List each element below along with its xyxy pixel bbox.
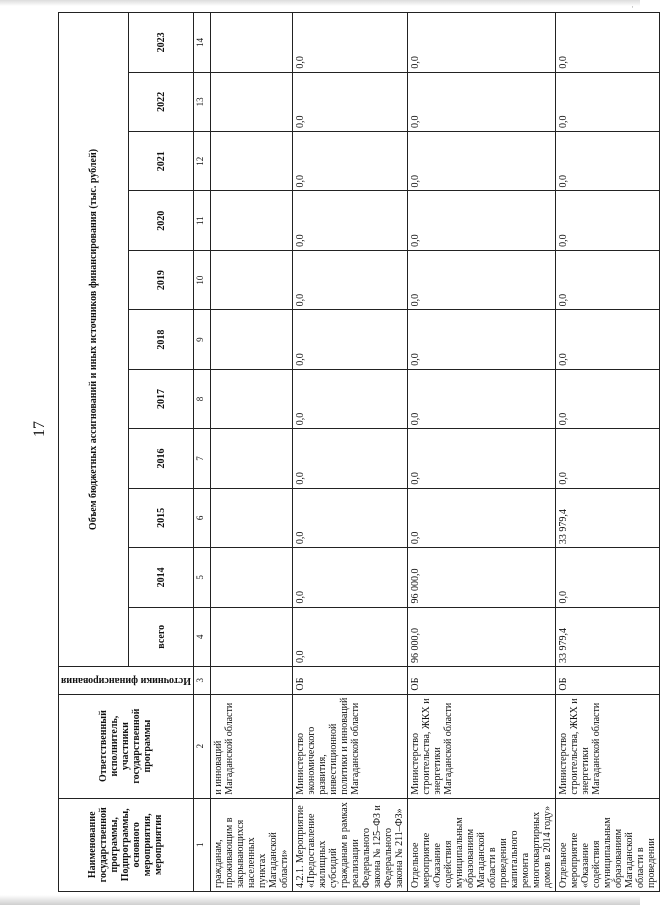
value-total [210,607,292,666]
row-responsible: Министерство строительства, ЖКХ и энергетики Магаданской области [407,694,555,798]
header-year-2022: 2022 [129,72,194,131]
row-responsible: и инноваций Магаданской области [210,694,292,798]
row-name: Отдельное мероприятие «Оказание содействия муниципальным образованиям Магаданской области в проведении [555,798,659,891]
value-2014: 0,0 [292,548,407,607]
row-source: ОБ [292,666,407,694]
value-2018: 0,0 [555,310,659,369]
value-2017: 0,0 [407,369,555,428]
scan-corner-mark: · [631,2,634,12]
value-2019 [210,250,292,309]
value-2021: 0,0 [555,132,659,191]
value-2014: 96 000,0 [407,548,555,607]
value-2023: 0,0 [555,13,659,73]
value-2018: 0,0 [407,310,555,369]
header-responsible: Ответственный исполнитель, участники государственной программы [59,694,194,798]
header-row-1 [59,13,129,892]
column-index: 5 [193,548,210,607]
value-2015: 0,0 [407,488,555,547]
row-source: ОБ [555,666,659,694]
value-2015: 0,0 [292,488,407,547]
header-year-2021: 2021 [129,132,194,191]
value-2023: 0,0 [292,13,407,73]
value-2018 [210,310,292,369]
column-index: 13 [193,72,210,131]
header-year-2015: 2015 [129,488,194,547]
value-2020: 0,0 [292,191,407,250]
column-index: 14 [193,13,210,73]
column-index: 7 [193,429,210,488]
column-index: 9 [193,310,210,369]
value-2018: 0,0 [292,310,407,369]
page-number: 17 [31,421,48,437]
header-year-2020: 2020 [129,191,194,250]
value-2022: 0,0 [407,72,555,131]
table-row [555,13,659,892]
value-2015 [210,488,292,547]
header-year-2023: 2023 [129,13,194,73]
value-2022: 0,0 [555,72,659,131]
value-2015: 33 979,4 [555,488,659,547]
header-source-label: Источники финансирования [61,674,191,686]
column-index: 10 [193,250,210,309]
value-2016: 0,0 [555,429,659,488]
value-2020 [210,191,292,250]
row-name: гражданам, проживающим в закрывающихся населенных пунктах Магаданской области» [210,798,292,891]
column-index: 6 [193,488,210,547]
scan-bottom-edge [0,895,640,905]
value-2021: 0,0 [407,132,555,191]
row-name: 4.2.1. Мероприятие «Предоставление жилищных субсидий гражданам в рамках реализации Федерального закона № 125–ФЗ и Федерального закона № 211–ФЗ» [292,798,407,891]
value-2016: 0,0 [292,429,407,488]
value-2016 [210,429,292,488]
table-row [407,13,555,892]
row-responsible: Министерство строительства, ЖКХ и энергетики Магаданской области [555,694,659,798]
row-responsible: Министерство экономического развития, инвестиционной политики и инноваций Магаданской области [292,694,407,798]
value-2014 [210,548,292,607]
value-2020: 0,0 [555,191,659,250]
value-total: 96 000,0 [407,607,555,666]
value-2022 [210,72,292,131]
header-name: Наименование государственной программы, Подпрограммы, основного мероприятия, мероприятия [59,798,194,891]
financing-table [58,12,660,892]
table-row [292,13,407,892]
scan-top-edge [0,0,640,6]
value-total: 33 979,4 [555,607,659,666]
rotated-table-wrapper [58,12,657,892]
value-2019: 0,0 [292,250,407,309]
value-2022: 0,0 [292,72,407,131]
column-index: 4 [193,607,210,666]
column-index-row [193,13,210,892]
value-total: 0,0 [292,607,407,666]
header-year-2014: 2014 [129,548,194,607]
value-2019: 0,0 [555,250,659,309]
column-index: 2 [193,694,210,798]
header-year-2019: 2019 [129,250,194,309]
value-2021: 0,0 [292,132,407,191]
row-name: Отдельное мероприятие «Оказание содействия муниципальным образованиям Магаданской области в проведении капитального ремонта многоквартирных домов в 2014 году» [407,798,555,891]
header-financing-group: Объем бюджетных ассигнований и иных источников финансирования (тыс. рублей) [59,13,129,667]
column-index: 12 [193,132,210,191]
value-2014: 0,0 [555,548,659,607]
header-year-2017: 2017 [129,369,194,428]
value-2016: 0,0 [407,429,555,488]
value-2020: 0,0 [407,191,555,250]
column-index: 1 [193,798,210,891]
value-2021 [210,132,292,191]
value-2023 [210,13,292,73]
header-total: всего [129,607,194,666]
header-year-2018: 2018 [129,310,194,369]
table-row [210,13,292,892]
column-index: 8 [193,369,210,428]
column-index: 11 [193,191,210,250]
value-2019: 0,0 [407,250,555,309]
value-2023: 0,0 [407,13,555,73]
column-index: 3 [193,666,210,694]
header-year-2016: 2016 [129,429,194,488]
row-source [210,666,292,694]
row-source: ОБ [407,666,555,694]
value-2017 [210,369,292,428]
value-2017: 0,0 [292,369,407,428]
value-2017: 0,0 [555,369,659,428]
header-source [59,666,194,694]
